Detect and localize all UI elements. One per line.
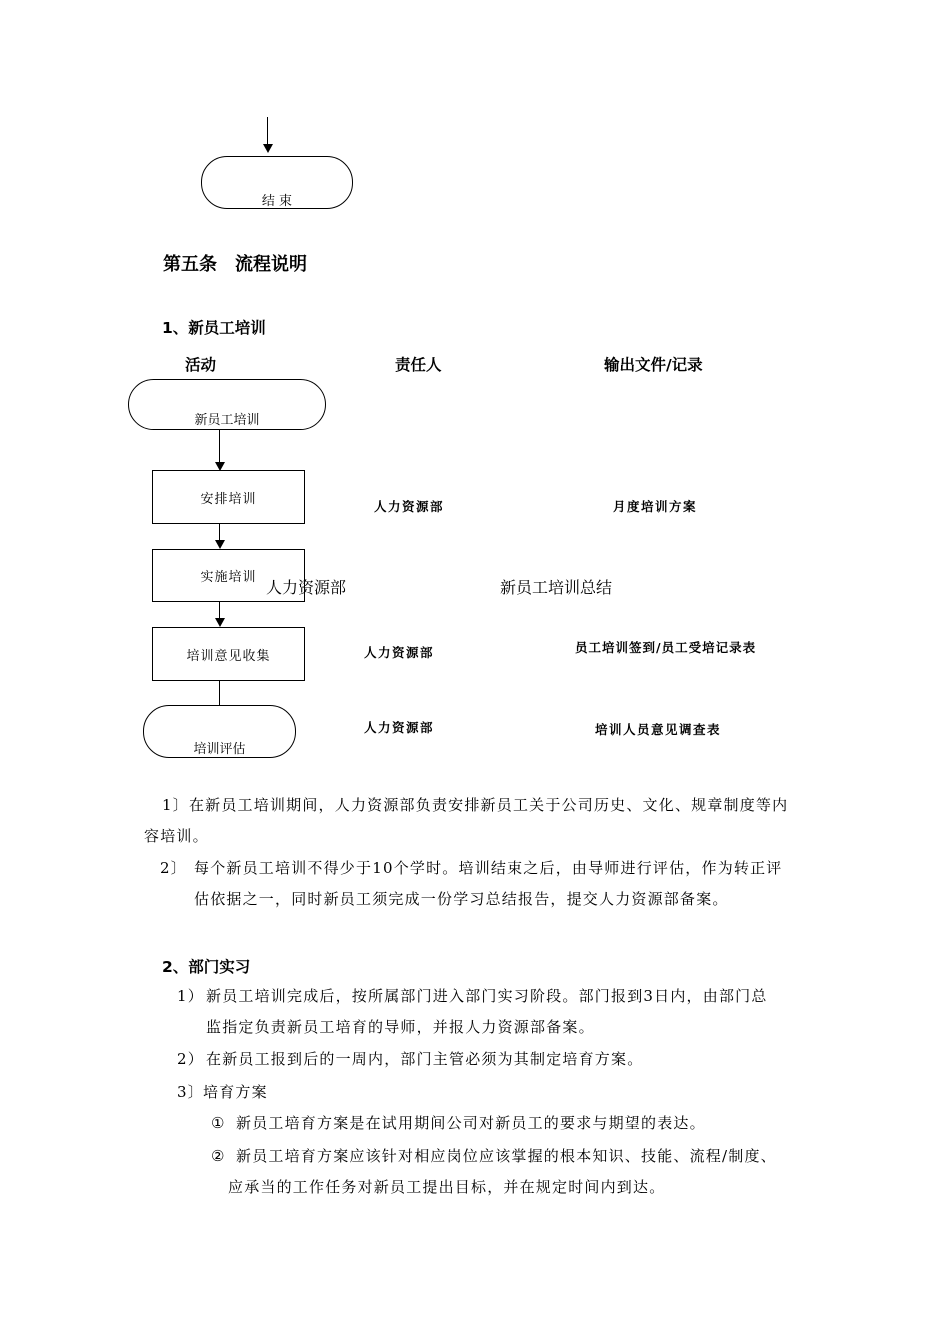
item-text: 新员工培训完成后，按所属部门进入部门实习阶段。部门报到3日内，由部门总 bbox=[206, 987, 768, 1005]
item-text: 培育方案 bbox=[203, 1083, 268, 1101]
step-label: 实施培训 bbox=[200, 570, 257, 585]
evaluation-output: 培训人员意见调查表 bbox=[595, 722, 722, 737]
section2-title: 2、部门实习 bbox=[162, 958, 251, 976]
section2-subitem-1 bbox=[211, 1113, 821, 1133]
evaluation-responsible: 人力资源部 bbox=[364, 720, 435, 735]
step-label: 安排培训 bbox=[200, 491, 257, 507]
item-text-continued: 监指定负责新员工培育的导师，并报人力资源部备案。 bbox=[206, 1018, 595, 1036]
connector-line bbox=[219, 681, 220, 706]
article-heading: 第五条 流程说明 bbox=[163, 254, 307, 275]
note-text-continued: 估依据之一，同时新员工须完成一份学习总结报告，提交人力资源部备案。 bbox=[194, 890, 729, 908]
section2-subitem-2 bbox=[211, 1146, 821, 1197]
subitem-text-continued: 应承当的工作任务对新员工提出目标，并在规定时间内到达。 bbox=[228, 1178, 666, 1196]
subitem-text: 新员工培育方案应该针对相应岗位应该掌握的根本知识、技能、流程/制度、 bbox=[236, 1147, 777, 1165]
item-prefix: 2） bbox=[177, 1050, 204, 1068]
item-prefix: 3〕 bbox=[177, 1083, 204, 1101]
note-text: 在新员工培训期间，人力资源部负责安排新员工关于公司历史、文化、规章制度等内 bbox=[188, 796, 789, 814]
subitem-text: 新员工培育方案是在试用期间公司对新员工的要求与期望的表达。 bbox=[236, 1114, 706, 1132]
item-prefix: 1） bbox=[177, 987, 204, 1005]
section2-item-1 bbox=[177, 986, 817, 1037]
arrow-down-icon bbox=[263, 144, 273, 153]
note-2 bbox=[160, 858, 820, 909]
item-text: 在新员工报到后的一周内，部门主管必须为其制定培育方案。 bbox=[206, 1050, 644, 1068]
evaluation-terminal bbox=[143, 705, 296, 758]
end-terminal-label: 结 束 bbox=[261, 194, 293, 209]
note-1 bbox=[144, 795, 814, 846]
note-text: 每个新员工培训不得少于10个学时。培训结束之后，由导师进行评估，作为转正评 bbox=[194, 859, 783, 877]
evaluation-terminal-label: 培训评估 bbox=[193, 742, 246, 757]
step-label: 培训意见收集 bbox=[186, 648, 271, 664]
step-output: 新员工培训总结 bbox=[500, 578, 613, 597]
section2-item-3 bbox=[177, 1082, 817, 1102]
end-terminal bbox=[201, 156, 353, 209]
note-prefix: 2〕 bbox=[160, 859, 187, 877]
arrow-down-icon bbox=[215, 540, 225, 549]
note-prefix: 1〕 bbox=[162, 796, 189, 814]
subitem-prefix: ② bbox=[211, 1147, 226, 1165]
connector-line bbox=[219, 430, 220, 464]
step-box-feedback-collection bbox=[152, 627, 305, 681]
column-header-output: 输出文件/记录 bbox=[604, 356, 703, 374]
step-output: 员工培训签到/员工受培记录表 bbox=[575, 640, 757, 655]
note-text-continued: 容培训。 bbox=[144, 827, 209, 845]
subitem-prefix: ① bbox=[211, 1114, 226, 1132]
arrow-down-icon bbox=[215, 618, 225, 627]
section1-title: 1、新员工培训 bbox=[162, 319, 266, 337]
step-responsible: 人力资源部 bbox=[266, 578, 347, 597]
column-header-activity: 活动 bbox=[185, 356, 217, 374]
step-responsible: 人力资源部 bbox=[374, 499, 445, 514]
column-header-responsible: 责任人 bbox=[395, 356, 442, 374]
section2-item-2 bbox=[177, 1049, 817, 1069]
step-output: 月度培训方案 bbox=[613, 499, 698, 514]
step-responsible: 人力资源部 bbox=[364, 645, 435, 660]
start-terminal-label: 新员工培训 bbox=[194, 413, 260, 428]
connector-line bbox=[267, 117, 268, 145]
step-box-arrange-training bbox=[152, 470, 305, 524]
start-terminal bbox=[128, 379, 326, 430]
